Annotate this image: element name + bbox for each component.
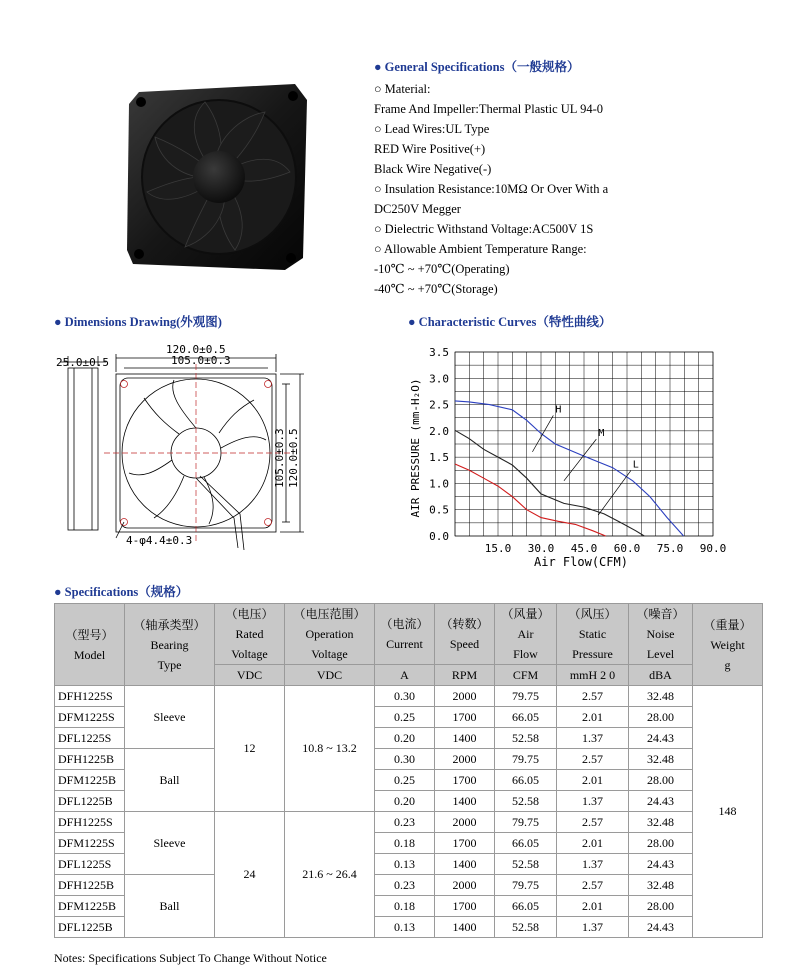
column-header-line: （风量） xyxy=(501,607,550,621)
table-cell: 148 xyxy=(693,686,763,938)
column-header xyxy=(285,604,375,665)
unit-cell: dBA xyxy=(629,665,693,686)
dim-width-outer: 120.0±0.5 xyxy=(166,343,226,356)
table-cell: 24.43 xyxy=(629,854,693,875)
table-cell: 24 xyxy=(215,812,285,938)
unit-cell: mmH 2 0 xyxy=(557,665,629,686)
dimensions-drawing xyxy=(54,338,314,573)
fan-photo xyxy=(125,82,310,272)
y-tick-label: 1.5 xyxy=(429,451,449,465)
table-cell: 2.57 xyxy=(557,749,629,770)
unit-cell: A xyxy=(375,665,435,686)
table-cell: Sleeve xyxy=(125,812,215,875)
x-tick-label: 45.0 xyxy=(570,542,598,555)
general-spec-line: Black Wire Negative(-) xyxy=(374,162,492,176)
general-spec-line: ○ Material: xyxy=(374,82,431,96)
general-spec-line: ○ Lead Wires:UL Type xyxy=(374,122,490,136)
column-header-line: （电压范围） xyxy=(293,607,366,621)
table-cell: 1.37 xyxy=(557,917,629,938)
table-cell: 1400 xyxy=(435,791,495,812)
table-cell: 2.01 xyxy=(557,770,629,791)
table-cell: 0.30 xyxy=(375,686,435,707)
general-spec-line: DC250V Megger xyxy=(374,202,461,216)
table-cell: DFL1225B xyxy=(55,917,125,938)
table-cell: 1.37 xyxy=(557,791,629,812)
table-row xyxy=(55,686,763,707)
table-cell: 66.05 xyxy=(495,770,557,791)
column-header-line: （轴承类型） xyxy=(133,617,206,632)
table-cell: 32.48 xyxy=(629,875,693,896)
table-cell: DFM1225S xyxy=(55,833,125,854)
table-cell: 2000 xyxy=(435,749,495,770)
table-cell: 1.37 xyxy=(557,854,629,875)
column-header xyxy=(557,604,629,665)
characteristic-chart xyxy=(405,340,735,575)
table-cell: 0.23 xyxy=(375,875,435,896)
table-cell: 2.01 xyxy=(557,833,629,854)
table-cell: 0.25 xyxy=(375,707,435,728)
table-cell: DFL1225S xyxy=(55,728,125,749)
series-leader xyxy=(532,415,553,451)
column-header-line: Air xyxy=(517,627,534,641)
dim-depth: 25.0±0.5 xyxy=(56,356,109,369)
column-header xyxy=(693,604,763,686)
table-cell: 52.58 xyxy=(495,791,557,812)
x-tick-label: 90.0 xyxy=(699,542,727,555)
table-cell: 1700 xyxy=(435,770,495,791)
table-cell: 24.43 xyxy=(629,917,693,938)
table-cell: 28.00 xyxy=(629,707,693,728)
column-header-line: （重量） xyxy=(703,617,752,632)
table-cell: 0.23 xyxy=(375,812,435,833)
column-header-line: Voltage xyxy=(231,647,268,661)
dim-width-inner: 105.0±0.3 xyxy=(171,354,231,367)
series-line-h xyxy=(455,401,684,536)
column-header-line: Static xyxy=(578,627,607,641)
table-cell: 1700 xyxy=(435,707,495,728)
column-header-line: Operation xyxy=(305,627,354,641)
column-header-line: （电压） xyxy=(225,607,274,621)
general-spec-line: -40℃ ~ +70℃(Storage) xyxy=(374,282,498,296)
table-cell: 2.57 xyxy=(557,812,629,833)
general-spec-line: Frame And Impeller:Thermal Plastic UL 94-0 xyxy=(374,102,603,116)
table-cell: 1400 xyxy=(435,854,495,875)
dim-height-outer: 120.0±0.5 xyxy=(287,428,300,488)
table-cell: Ball xyxy=(125,875,215,938)
table-cell: Ball xyxy=(125,749,215,812)
table-cell: 32.48 xyxy=(629,749,693,770)
x-axis-label: Air Flow(CFM) xyxy=(534,555,628,569)
column-header xyxy=(435,604,495,665)
unit-cell: VDC xyxy=(285,665,375,686)
table-cell: 0.30 xyxy=(375,749,435,770)
y-axis-label: AIR PRESSURE (mm-H₂O) xyxy=(409,378,422,518)
column-header-line: Type xyxy=(157,657,182,672)
table-cell: 32.48 xyxy=(629,812,693,833)
table-cell: 66.05 xyxy=(495,707,557,728)
column-header-line: Voltage xyxy=(311,647,348,661)
column-header-line: （风压） xyxy=(568,607,617,621)
column-header-line: Rated xyxy=(235,627,264,641)
table-cell: 79.75 xyxy=(495,875,557,896)
table-cell: 1700 xyxy=(435,833,495,854)
column-header-line: Level xyxy=(646,647,675,661)
x-tick-label: 30.0 xyxy=(527,542,555,555)
table-cell: 12 xyxy=(215,686,285,812)
table-cell: DFL1225S xyxy=(55,854,125,875)
table-cell: Sleeve xyxy=(125,686,215,749)
table-cell: 2.57 xyxy=(557,875,629,896)
y-tick-label: 2.5 xyxy=(429,398,449,412)
table-cell: DFH1225S xyxy=(55,686,125,707)
column-header xyxy=(125,604,215,686)
table-cell: 0.20 xyxy=(375,791,435,812)
table-cell: 79.75 xyxy=(495,749,557,770)
table-cell: 1.37 xyxy=(557,728,629,749)
column-header-line: Bearing xyxy=(150,637,189,652)
table-cell: DFH1225B xyxy=(55,749,125,770)
series-label: M xyxy=(598,428,605,440)
series-line-m xyxy=(455,430,644,536)
table-cell: 0.20 xyxy=(375,728,435,749)
table-cell: 79.75 xyxy=(495,812,557,833)
column-header xyxy=(629,604,693,665)
y-tick-label: 0.0 xyxy=(429,530,449,543)
table-cell: 21.6 ~ 26.4 xyxy=(285,812,375,938)
column-header-line: Speed xyxy=(449,637,480,651)
table-cell: DFM1225B xyxy=(55,896,125,917)
column-header xyxy=(215,604,285,665)
specs-table xyxy=(54,603,763,938)
unit-cell: VDC xyxy=(215,665,285,686)
column-header-line: （电流） xyxy=(380,617,429,631)
series-label: H xyxy=(555,404,562,416)
table-cell: 79.75 xyxy=(495,686,557,707)
table-cell: 10.8 ~ 13.2 xyxy=(285,686,375,812)
table-cell: 2.01 xyxy=(557,896,629,917)
table-cell: 32.48 xyxy=(629,686,693,707)
dim-height-inner: 105.0±0.3 xyxy=(273,428,286,488)
table-cell: 0.13 xyxy=(375,917,435,938)
table-cell: 0.13 xyxy=(375,854,435,875)
table-row xyxy=(55,875,763,896)
table-cell: 0.18 xyxy=(375,833,435,854)
unit-cell: CFM xyxy=(495,665,557,686)
unit-cell: RPM xyxy=(435,665,495,686)
column-header xyxy=(375,604,435,665)
column-header xyxy=(55,604,125,686)
general-spec-line: ○ Dielectric Withstand Voltage:AC500V 1S xyxy=(374,222,594,236)
general-spec-line: ○ Allowable Ambient Temperature Range: xyxy=(374,242,587,256)
series-leader xyxy=(598,471,630,515)
column-header-line: Flow xyxy=(513,647,538,661)
general-spec-line: RED Wire Positive(+) xyxy=(374,142,486,156)
table-cell: DFM1225B xyxy=(55,770,125,791)
notes: Notes: Specifications Subject To Change Without Notice xyxy=(54,951,327,965)
x-tick-label: 15.0 xyxy=(484,542,512,555)
table-cell: 24.43 xyxy=(629,728,693,749)
dimensions-title: ● Dimensions Drawing(外观图) xyxy=(54,315,222,329)
table-cell: 0.18 xyxy=(375,896,435,917)
table-cell: 52.58 xyxy=(495,854,557,875)
table-cell: 2000 xyxy=(435,686,495,707)
table-cell: 28.00 xyxy=(629,896,693,917)
table-cell: 52.58 xyxy=(495,917,557,938)
x-tick-label: 60.0 xyxy=(613,542,641,555)
y-tick-label: 3.5 xyxy=(429,346,449,359)
curves-title: ● Characteristic Curves（特性曲线） xyxy=(408,315,612,329)
column-header-line: Weight xyxy=(710,637,745,652)
table-cell: 52.58 xyxy=(495,728,557,749)
series-leader xyxy=(564,439,596,481)
column-header-line: Current xyxy=(386,637,423,651)
series-label: L xyxy=(632,459,639,471)
table-cell: DFH1225S xyxy=(55,812,125,833)
table-cell: DFL1225B xyxy=(55,791,125,812)
table-cell: 2000 xyxy=(435,812,495,833)
general-spec-line: ○ Insulation Resistance:10MΩ Or Over With a xyxy=(374,182,609,196)
table-cell: 66.05 xyxy=(495,833,557,854)
column-header xyxy=(495,604,557,665)
specs-title: ● Specifications（规格） xyxy=(54,585,189,599)
weight-unit: g xyxy=(724,657,731,672)
column-header-line: （噪音） xyxy=(636,607,685,621)
table-cell: 2.01 xyxy=(557,707,629,728)
column-header-line: （型号） xyxy=(65,627,114,642)
column-header-line: Model xyxy=(73,647,106,662)
table-cell: 28.00 xyxy=(629,833,693,854)
table-row xyxy=(55,812,763,833)
table-cell: 1700 xyxy=(435,896,495,917)
general-spec-line: -10℃ ~ +70℃(Operating) xyxy=(374,262,510,276)
y-tick-label: 1.0 xyxy=(429,477,449,491)
y-tick-label: 3.0 xyxy=(429,372,449,386)
dim-holes: 4-φ4.4±0.3 xyxy=(126,534,193,547)
y-tick-label: 0.5 xyxy=(429,503,449,517)
table-row xyxy=(55,749,763,770)
column-header-line: （转数） xyxy=(440,617,489,631)
table-cell: 28.00 xyxy=(629,770,693,791)
x-tick-label: 75.0 xyxy=(656,542,684,555)
column-header-line: Noise xyxy=(646,627,675,641)
y-tick-label: 2.0 xyxy=(429,424,449,438)
table-cell: 2.57 xyxy=(557,686,629,707)
table-cell: 66.05 xyxy=(495,896,557,917)
table-cell: 1400 xyxy=(435,728,495,749)
table-cell: DFM1225S xyxy=(55,707,125,728)
general-specs-title: ● General Specifications（一般规格） xyxy=(374,60,580,74)
table-cell: 2000 xyxy=(435,875,495,896)
table-cell: 0.25 xyxy=(375,770,435,791)
table-cell: DFH1225B xyxy=(55,875,125,896)
general-specs-list xyxy=(374,79,608,299)
table-cell: 24.43 xyxy=(629,791,693,812)
table-cell: 1400 xyxy=(435,917,495,938)
column-header-line: Pressure xyxy=(572,647,613,661)
series-line-l xyxy=(455,464,606,536)
